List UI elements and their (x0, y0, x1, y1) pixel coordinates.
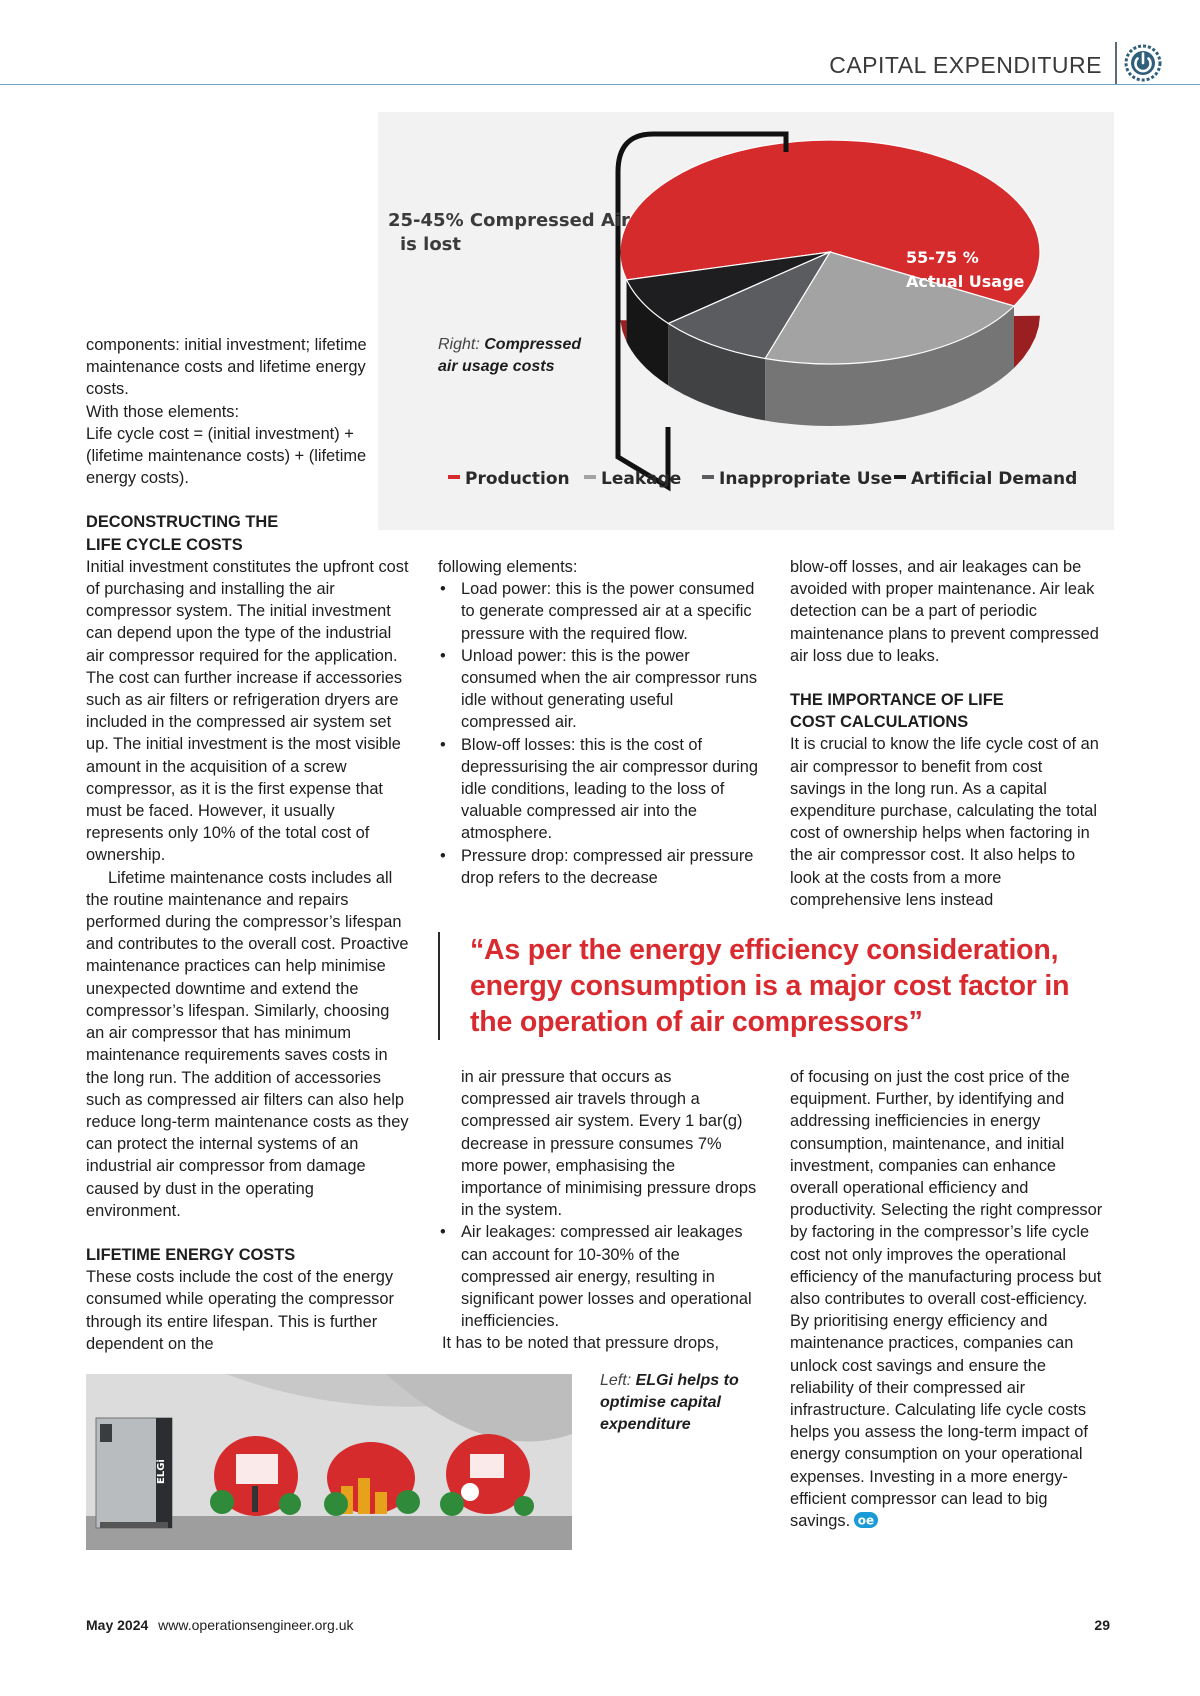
header-rule (0, 84, 1200, 85)
list-item: • Load power: this is the power consumed to generate compressed air at a specific pressure with the required flow. (438, 578, 760, 645)
column-3-top (790, 556, 1100, 911)
intro-line: With those elements: (86, 402, 240, 421)
formula-line: Life cycle cost = (initial investment) + (lifetime maintenance costs) + (lifetime energy costs). (86, 424, 367, 488)
paragraph-initial-investment: Initial investment constitutes the upfront cost of purchasing and installing the air compressor system. The initial investment can depend upon the type of the industrial air compressor required for the application. The cost can further increase if accessories such as air filters or refrigeration dryers are included in the compressed air system set up. The initial investment is the most visible amount in the acquisition of a screw compressor, as it is the first expense that must be faced. However, it usually represents only 10% of the total cost of ownership. (86, 557, 409, 865)
bottom-figure-caption (600, 1370, 760, 1436)
list-item: • Pressure drop: compressed air pressure drop refers to the decrease (438, 845, 760, 889)
heading-energy-costs: LIFETIME ENERGY COSTS (86, 1245, 296, 1264)
list-item: • Blow-off losses: this is the cost of depressurising the air compressor during idle conditions, leading to the loss of valuable compressed air into the atmosphere. (438, 734, 760, 845)
column-2-top (438, 556, 760, 889)
column-2-bottom (438, 1066, 760, 1355)
paragraph-pressure-drops: It has to be noted that pressure drops, (442, 1334, 719, 1353)
legend-label: Artificial Demand (911, 469, 1078, 489)
caption-lead: Right: (438, 336, 480, 353)
legend-swatch (584, 475, 596, 479)
legend-item-artificial-demand (894, 469, 1077, 489)
caption-text: Compressed air usage costs (438, 336, 582, 375)
heading-line: DECONSTRUCTING THE (86, 513, 279, 532)
page-number: 29 (1094, 1617, 1110, 1633)
legend-swatch (448, 475, 460, 479)
conclusion-text: of focusing on just the cost price of the equipment. Further, by identifying and addressing inefficiencies in energy consumption, maintenance, and initial investment, companies can enhance overall operational efficiency and productivity. Selecting the right compressor by factoring in the compressor’s life cycle cost not only improves the operational efficiency of the manufacturing process but also contributes to overall cost-efficiency. By prioritising energy efficiency and maintenance practices, companies can unlock cost savings and ensure the reliability of their compressed air infrastructure. Calculating life cycle costs helps you assess the long-term impact of energy consumption on your operational expenses. Investing in a more energy-efficient compressor can lead to big savings. (790, 1068, 1103, 1531)
cost-elements-list (438, 578, 760, 889)
list-item: • Unload power: this is the power consumed when the air compressor runs idle without generating useful compressed air. (438, 645, 760, 734)
legend-item-leakage (584, 469, 681, 489)
usage-label-line1: 55-75 % (906, 248, 979, 267)
column-3-bottom (790, 1066, 1106, 1532)
heading-importance (790, 689, 1100, 733)
pull-quote-text: “As per the energy efficiency consideration, energy consumption is a major cost factor in the operation of air compressors” (470, 934, 1070, 1038)
paragraph-conclusion (790, 1066, 1106, 1532)
section-title: CAPITAL EXPENDITURE (829, 52, 1102, 78)
chart-legend (448, 469, 1077, 489)
paragraph-maintenance: Lifetime maintenance costs includes all the routine maintenance and repairs performed during the compressor’s lifespan and contributes to the overall cost. Proactive maintenance practices can help minimise unexpected downtime and extend the compressor’s lifespan. Similarly, choosing an air compressor that has minimum maintenance requirements saves costs in the long run. The addition of accessories such as compressed air filters can also help reduce long-term maintenance costs as they can protect the internal systems of an industrial air compressor from damage caused by dust in the operating environment. (86, 868, 409, 1220)
heading-line: THE IMPORTANCE OF LIFE (790, 691, 1004, 710)
legend-label: Leakage (601, 469, 682, 489)
heading-deconstructing (86, 511, 412, 555)
paragraph-blowoff: blow-off losses, and air leakages can be avoided with proper maintenance. Air leak detection can be a part of periodic maintenance plans to prevent compressed air loss due to leaks. (790, 558, 1099, 665)
pie-chart-svg (378, 112, 1114, 530)
legend-item-inappropriate-use (702, 469, 892, 489)
list-intro: following elements: (438, 558, 578, 576)
website-link[interactable]: www.operationsengineer.org.uk (158, 1617, 354, 1633)
list-continuation: in air pressure that occurs as compressed air travels through a compressed air system. Every 1 bar(g) decrease in pressure consumes 7% more power, emphasising the importance of minimising pressure drops in the system. (461, 1068, 757, 1220)
caption-lead: Left: (600, 1372, 632, 1389)
oe-mark-text: oe (857, 1513, 875, 1528)
top-figure-caption (438, 334, 598, 378)
elgi-illustration (86, 1374, 572, 1550)
footer-left (86, 1617, 354, 1633)
usage-pie-chart (378, 112, 1114, 530)
compressor-unit (96, 1418, 172, 1528)
legend-item-production (448, 469, 570, 489)
legend-swatch (702, 475, 714, 479)
heading-line: COST CALCULATIONS (790, 713, 969, 732)
usage-label-line2: Actual Usage (906, 272, 1025, 291)
paragraph-energy-costs: These costs include the cost of the energy consumed while operating the compressor through its entire lifespan. This is further dependent on the (86, 1268, 394, 1353)
intro-line: components: initial investment; lifetime maintenance costs and lifetime energy costs. (86, 336, 367, 399)
lost-label-line2: is lost (400, 234, 462, 255)
lost-label-line1: 25-45% Compressed Air (388, 210, 630, 231)
legend-label: Production (465, 469, 570, 489)
pull-quote (438, 932, 1098, 1040)
paragraph-importance: It is crucial to know the life cycle cost of an air compressor to benefit from cost savings in the long run. As a capital expenditure purchase, calculating the total cost of ownership helps when factoring in the air compressor cost. It also helps to look at the costs from a more comprehensive lens instead (790, 735, 1099, 909)
column-1 (86, 334, 412, 1355)
legend-swatch (894, 475, 906, 479)
list-item: • Air leakages: compressed air leakages can account for 10-30% of the compressed air energy, resulting in significant power losses and operational inefficiencies. (438, 1221, 760, 1332)
heading-line: LIFE CYCLE COSTS (86, 535, 243, 554)
caption-text: ELGi helps to optimise capital expenditure (600, 1372, 739, 1433)
elgi-illustration-svg (86, 1374, 572, 1550)
legend-label: Inappropriate Use (719, 469, 893, 489)
oe-end-mark-icon (854, 1512, 878, 1528)
brand-label: ELGi (156, 1459, 167, 1484)
issue-date: May 2024 (86, 1617, 149, 1633)
power-button-icon (1124, 44, 1162, 82)
cost-elements-list-continued (438, 1221, 760, 1332)
header-divider (1115, 42, 1117, 84)
